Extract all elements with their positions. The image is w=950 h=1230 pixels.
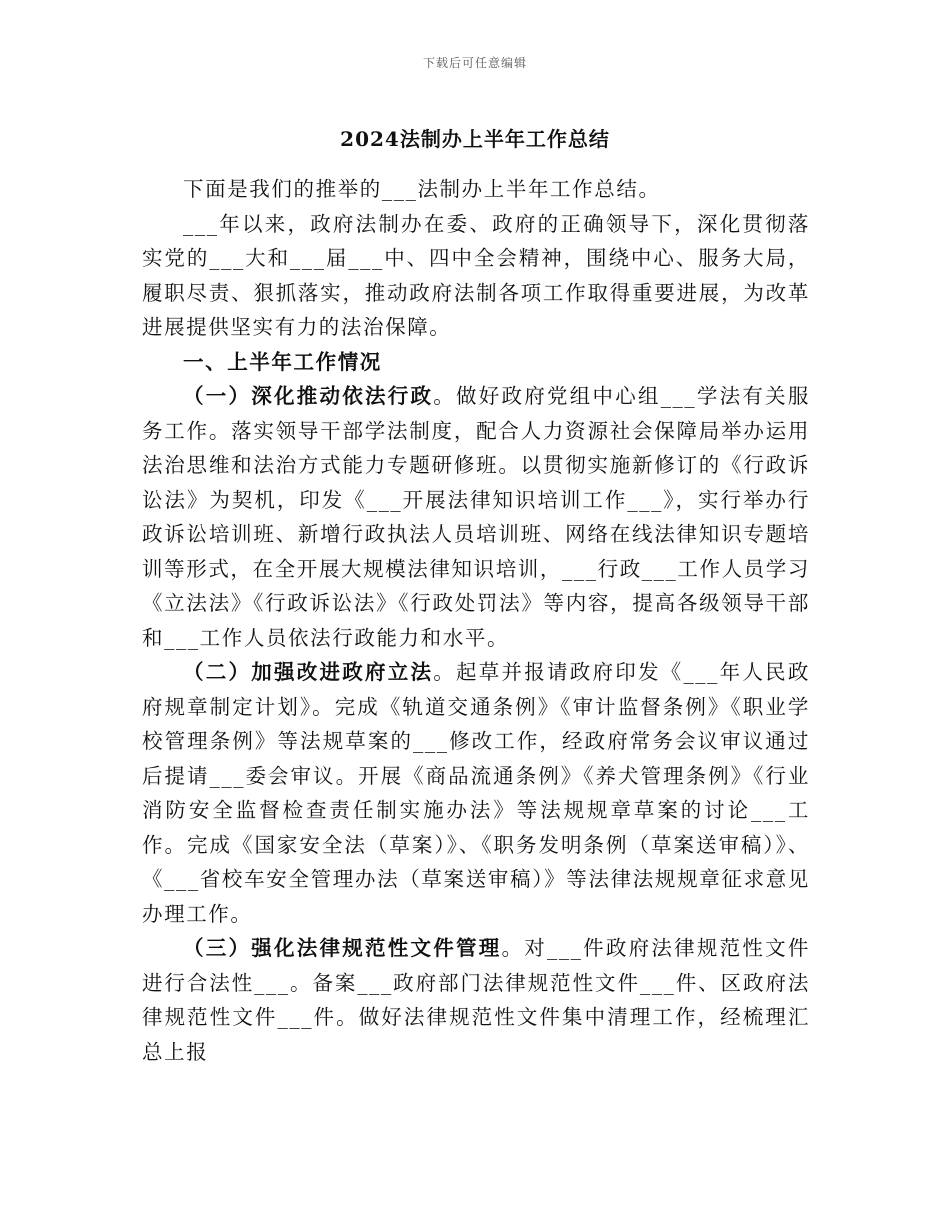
intro-paragraph: 下面是我们的推举的___法制办上半年工作总结。	[183, 177, 661, 201]
item-1-lead: （一）深化推动依法行政	[183, 384, 434, 408]
item-paragraph-1	[142, 379, 810, 655]
item-3-text: 。对___件政府法律规范性文件进行合法性___。备案___政府部门法律规范性文件___件、区政府法律规范性文件___件。做好法律规范性文件集中清理工作，经梳理汇总上报	[142, 936, 810, 1064]
document-body	[142, 172, 810, 1069]
item-paragraph-3	[142, 931, 810, 1069]
document-title: 2024法制办上半年工作总结	[340, 127, 610, 151]
item-2-lead: （二）加强改进政府立法	[183, 660, 434, 684]
item-paragraph-2	[142, 655, 810, 931]
section-heading-first-half-work: 一、上半年工作情况	[183, 349, 382, 374]
overview-paragraph: ___年以来，政府法制办在委、政府的正确领导下，深化贯彻落实党的___大和___届___中、四中全会精神，围绕中心、服务大局，履职尽责、狠抓落实，推动政府法制各项工作取得重要进展，为改革进展提供坚实有力的法治保障。	[142, 211, 810, 339]
page-header: 下载后可任意编辑	[422, 56, 527, 70]
item-3-lead: （三）强化法律规范性文件管理	[183, 936, 502, 960]
item-2-text: 。起草并报请政府印发《___年人民政府规章制定计划》。完成《轨道交通条例》《审计监督条例》《职业学校管理条例》等法规草案的___修改工作，经政府常务会议审议通过后提请___委会审议。开展《商品流通条例》《养犬管理条例》《行业消防安全监督检查责任制实施办法》等法规规章草案的讨论___工作。完成《国家安全法（草案）》、《职务发明条例（草案送审稿）》、《___省校车安全管理办法（草案送审稿）》等法律法规规章征求意见办理工作。	[142, 660, 810, 926]
item-1-text: 。做好政府党组中心组___学法有关服务工作。落实领导干部学法制度，配合人力资源社会保障局举办运用法治思维和法治方式能力专题研修班。以贯彻实施新修订的《行政诉讼法》为契机，印发《___开展法律知识培训工作___》，实行举办行政诉讼培训班、新增行政执法人员培训班、网络在线法律知识专题培训等形式，在全开展大规模法律知识培训，___行政___工作人员学习《立法法》《行政诉讼法》《行政处罚法》等内容，提高各级领导干部和___工作人员依法行政能力和水平。	[142, 384, 810, 650]
